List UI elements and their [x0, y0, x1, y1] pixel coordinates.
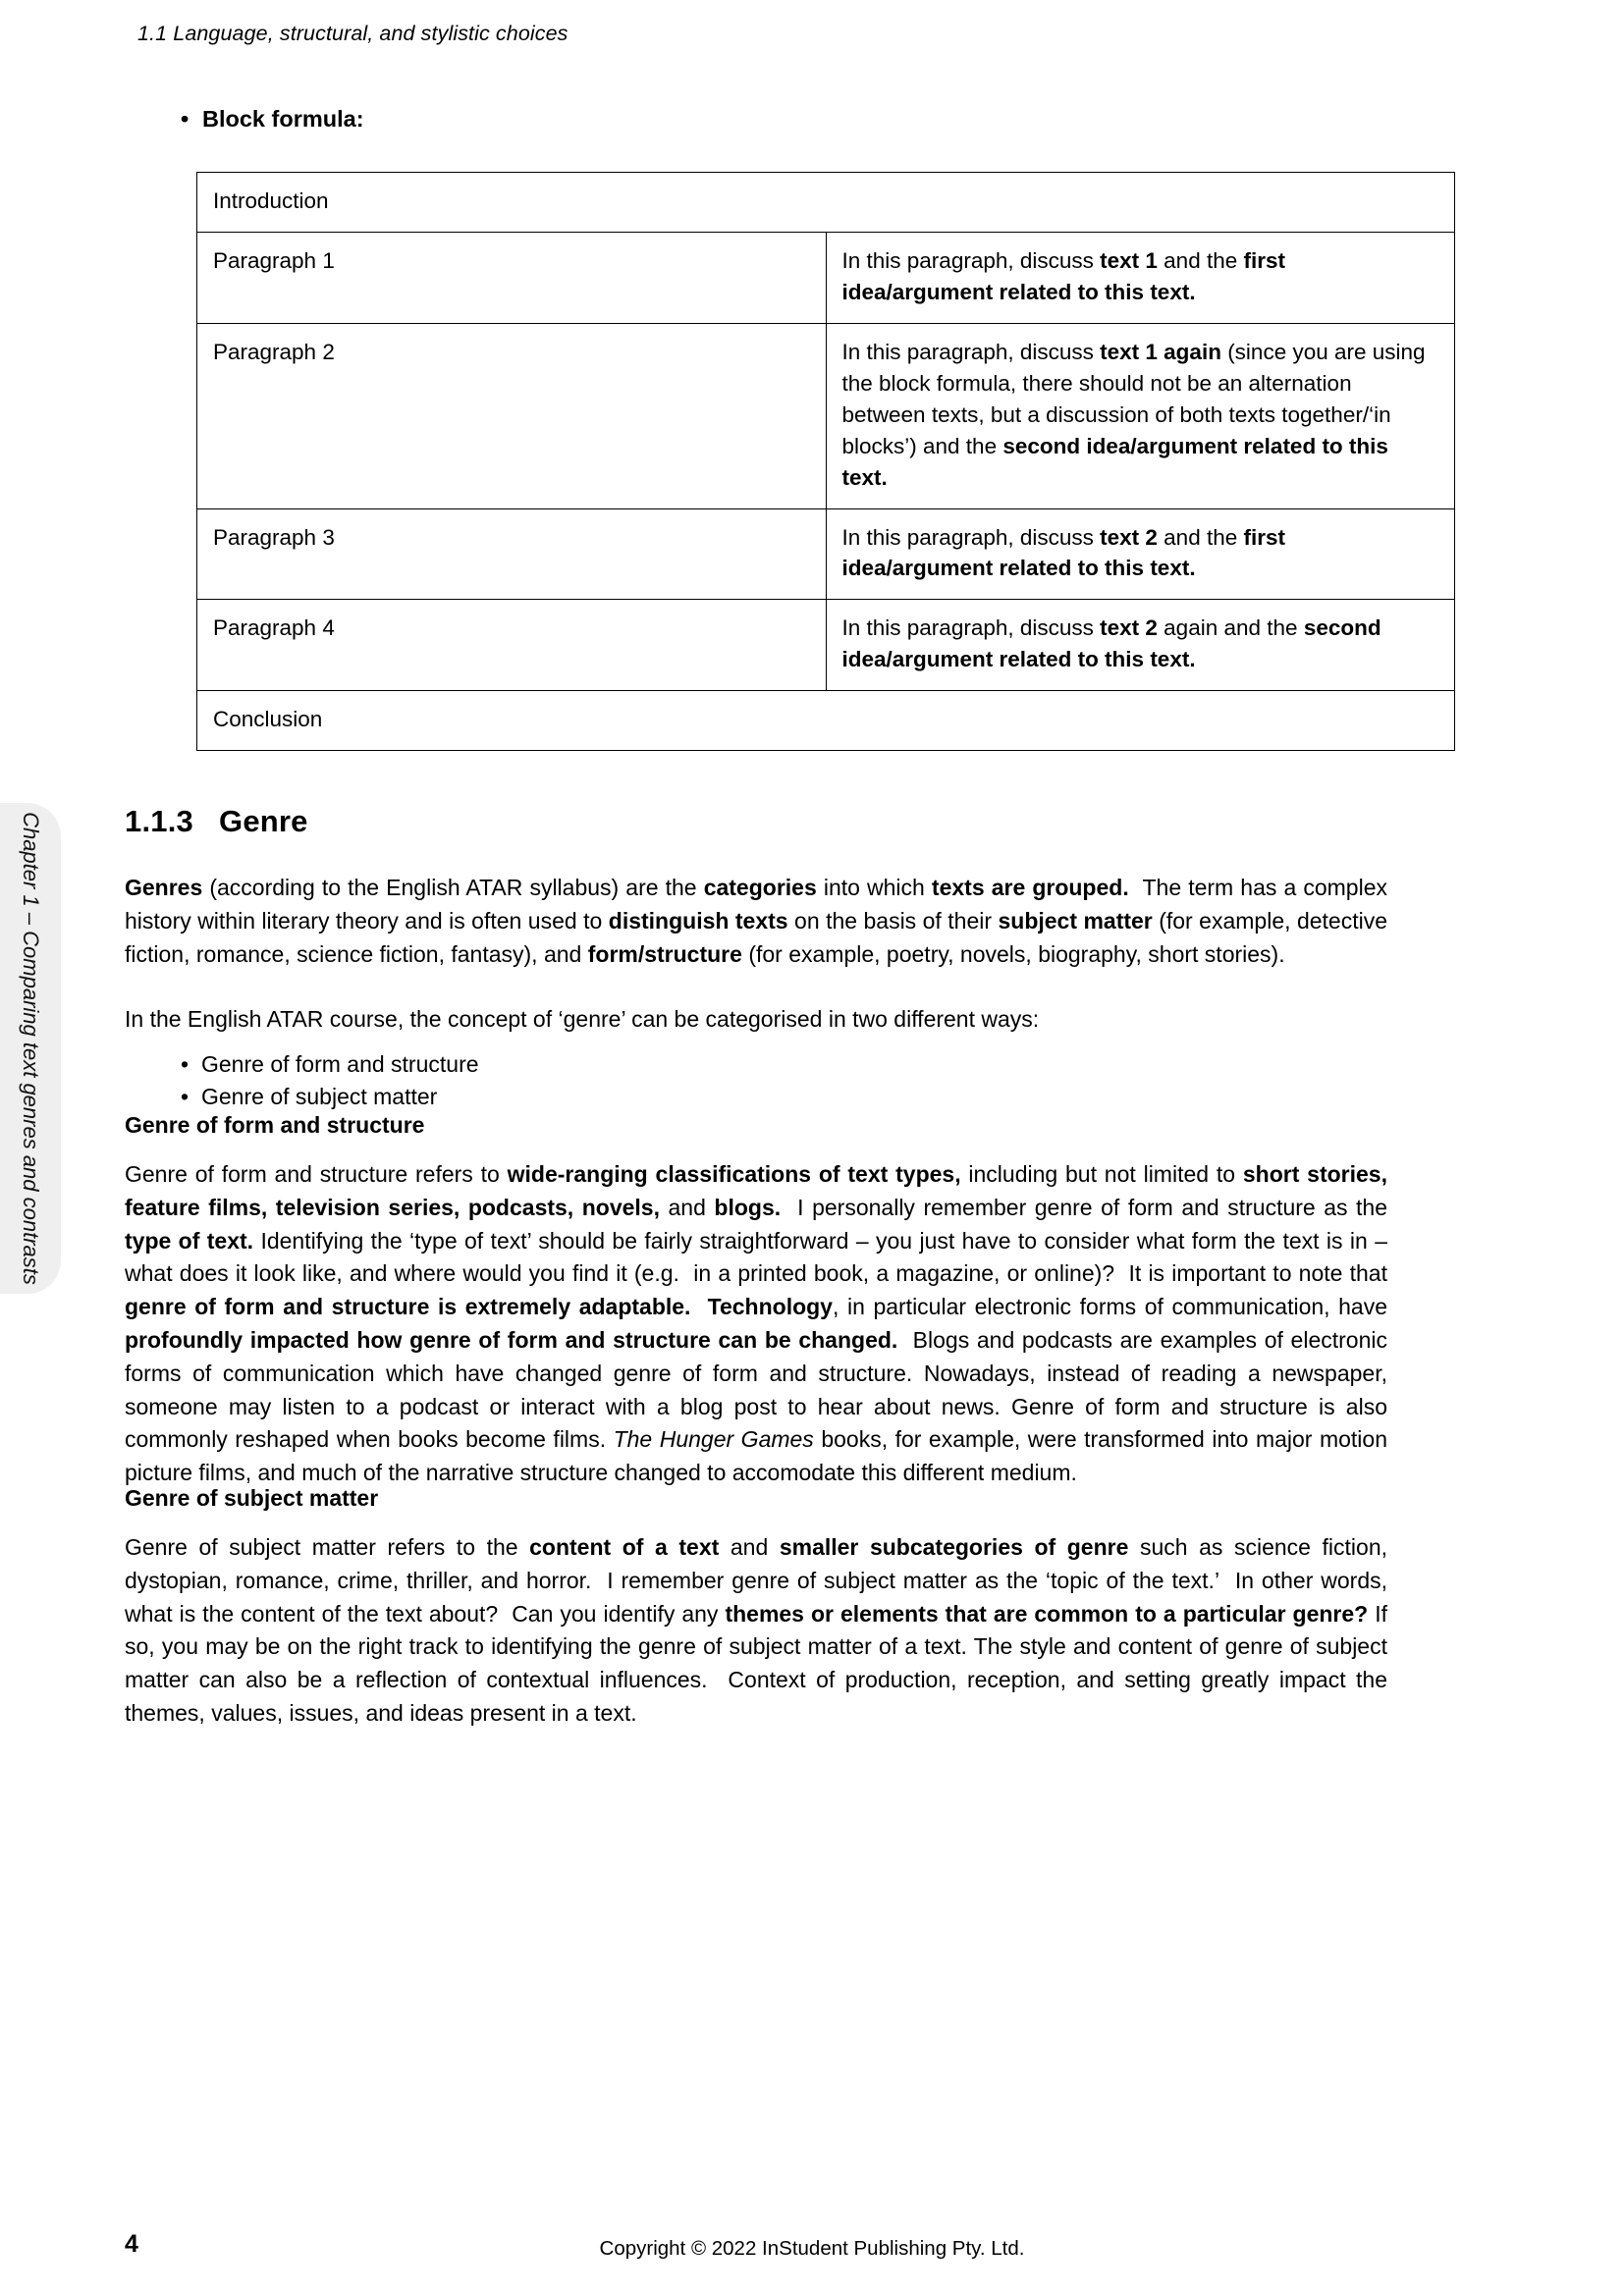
bullet-dot-icon: •: [181, 1084, 189, 1110]
bullet-dot-icon: •: [181, 106, 189, 132]
running-header: 1.1 Language, structural, and stylistic choices: [137, 22, 568, 45]
table-cell-introduction: Introduction: [197, 173, 1455, 233]
chapter-side-tab: [0, 803, 61, 1294]
footer-page-number: 4: [125, 2230, 138, 2258]
subheading-subject-matter: Genre of subject matter: [125, 1485, 379, 1511]
table-row: [197, 508, 1455, 600]
paragraph-form-and-structure: Genre of form and structure refers to wide-ranging classifications of text types, including but not limited to short stories, feature films, television series, podcasts, novels, and blogs. I personally remember genre of form and structure as the type of text. Identifying the ‘type of text’ should be fairly straightforward – you just have to consider what form the text is in – what does it look like, and where would you find it (e.g. in a printed book, a magazine, or online)? It is important to note that genre of form and structure is extremely adaptable. Technology, in particular electronic forms of communication, have profoundly impacted how genre of form and structure can be changed. Blogs and podcasts are examples of electronic forms of communication which have changed genre of form and structure. Nowadays, instead of reading a newspaper, someone may listen to a podcast or interact with a blog post to hear about news. Genre of form and structure is also commonly reshaped when books become films. The Hunger Games books, for example, were transformed into major motion picture films, and much of the narrative structure changed to accomodate this different medium.: [125, 1161, 1388, 1486]
list-item: [181, 1048, 479, 1081]
paragraph-two-ways: In the English ATAR course, the concept of ‘genre’ can be categorised in two different ways:: [125, 1006, 1040, 1032]
table-cell-label: Paragraph 2: [197, 323, 827, 508]
table-cell-body: In this paragraph, discuss text 1 and the first idea/argument related to this text.: [826, 232, 1455, 323]
chapter-side-tab-label: Chapter 1 – Comparing text genres and contrasts: [19, 812, 43, 1285]
bullet-dot-icon: •: [181, 1051, 189, 1077]
table-row: [197, 600, 1455, 691]
section-heading: [125, 804, 308, 839]
genre-category-list: [181, 1048, 479, 1114]
list-item-label: Genre of form and structure: [201, 1051, 479, 1077]
table-cell-body: In this paragraph, discuss text 1 again (since you are using the block formula, there should not be an alternation between texts, but a discussion of both texts together/‘in blocks’) and the second idea/argument related to this text.: [826, 323, 1455, 508]
table-cell-conclusion: Conclusion: [197, 691, 1455, 751]
paragraph-genres-definition: Genres (according to the English ATAR syllabus) are the categories into which texts are grouped. The term has a complex history within literary theory and is often used to distinguish texts on the basis of their subject matter (for example, detective fiction, romance, science fiction, fantasy), and form/structure (for example, poetry, novels, biography, short stories).: [125, 875, 1388, 967]
block-formula-label: Block formula:: [202, 106, 364, 132]
list-item: [181, 1081, 479, 1113]
section-title: Genre: [219, 804, 308, 838]
table-cell-body: In this paragraph, discuss text 2 again and the second idea/argument related to this text.: [826, 600, 1455, 691]
block-formula-bullet: [181, 106, 364, 133]
footer-copyright: Copyright © 2022 InStudent Publishing Pty. Ltd.: [599, 2237, 1025, 2260]
table-cell-body: In this paragraph, discuss text 2 and the first idea/argument related to this text.: [826, 508, 1455, 600]
table-cell-label: Paragraph 3: [197, 508, 827, 600]
subheading-form-and-structure: Genre of form and structure: [125, 1112, 425, 1138]
list-item-label: Genre of subject matter: [201, 1084, 438, 1110]
table-cell-label: Paragraph 1: [197, 232, 827, 323]
table-cell-label: Paragraph 4: [197, 600, 827, 691]
section-number: 1.1.3: [125, 804, 193, 838]
paragraph-subject-matter: Genre of subject matter refers to the content of a text and smaller subcategories of genre such as science fiction, dystopian, romance, crime, thriller, and horror. I remember genre of subject matter as the ‘topic of the text.’ In other words, what is the content of the text about? Can you identify any themes or elements that are common to a particular genre? If so, you may be on the right track to identifying the genre of subject matter of a text. The style and content of genre of subject matter can also be a reflection of contextual influences. Context of production, reception, and setting greatly impact the themes, values, issues, and ideas present in a text.: [125, 1534, 1388, 1726]
table-row: [197, 323, 1455, 508]
table-row: [197, 232, 1455, 323]
table-row: [197, 691, 1455, 751]
table-row: [197, 173, 1455, 233]
block-formula-table: [196, 172, 1455, 751]
